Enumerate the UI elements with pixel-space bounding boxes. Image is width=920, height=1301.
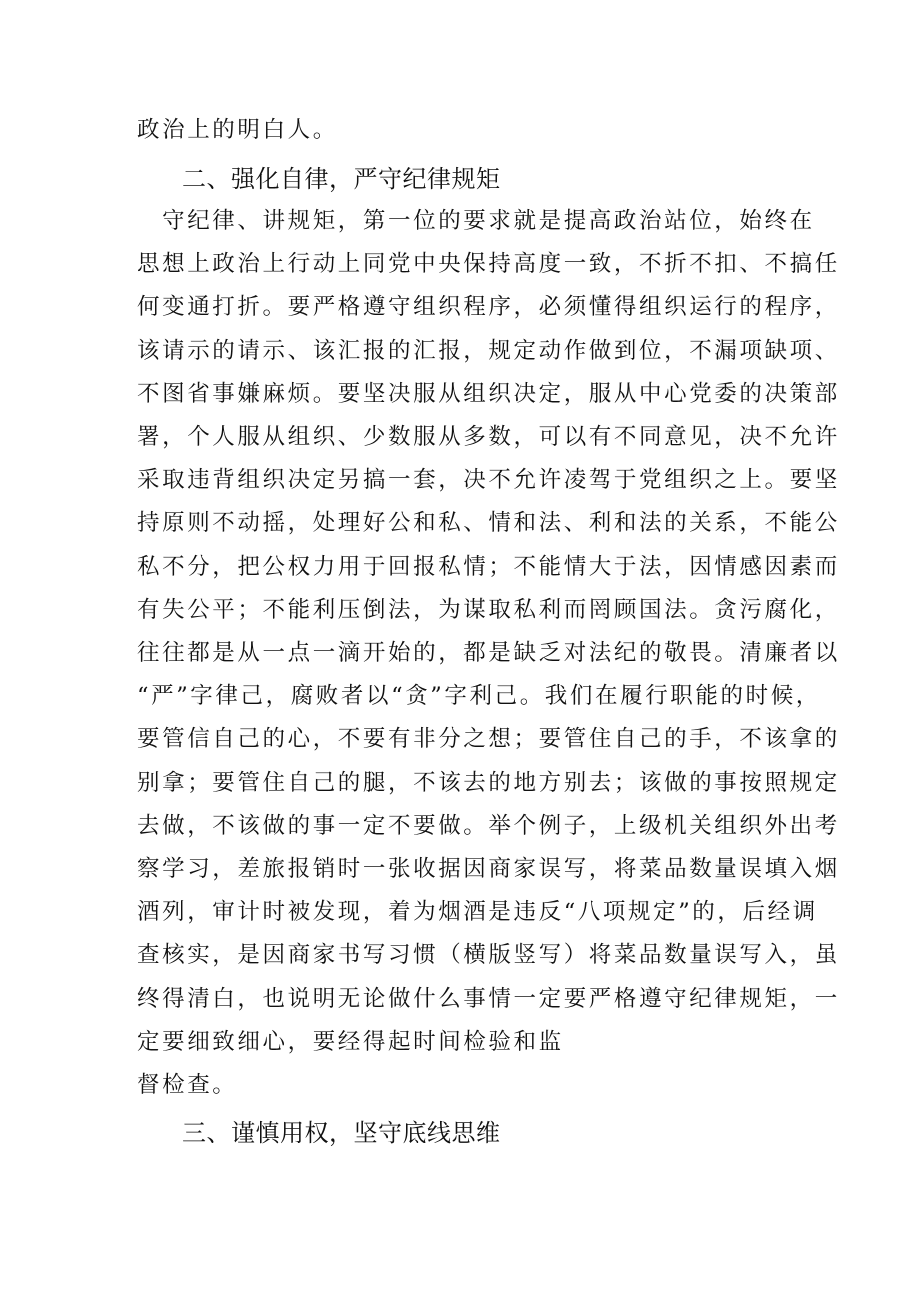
paragraph-line: 查核实，是因商家书写习惯（横版竖写）将菜品数量误写入，虽 xyxy=(137,942,840,968)
paragraph-line: 何变通打折。要严格遵守组织程序，必须懂得组织运行的程序， xyxy=(137,294,840,320)
paragraph-line: 定要细致细心，要经得起时间检验和监 xyxy=(137,1029,564,1055)
paragraph-line: 别拿；要管住自己的腿，不该去的地方别去；该做的事按照规定 xyxy=(137,770,840,796)
paragraph-line: 要管信自己的心，不要有非分之想；要管住自己的手，不该拿的 xyxy=(137,726,840,752)
paragraph-line: 不图省事嫌麻烦。要坚决服从组织决定，服从中心党委的决策部 xyxy=(137,381,840,407)
paragraph-line: 署，个人服从组织、少数服从多数，可以有不同意见，决不允许 xyxy=(137,424,840,450)
paragraph-line: 私不分，把公权力用于回报私情；不能情大于法，因情感因素而 xyxy=(137,554,840,580)
paragraph-line: 去做，不该做的事一定不要做。举个例子，上级机关组织外出考 xyxy=(137,813,840,839)
paragraph-line: “严”字律己，腐败者以“贪”字利己。我们在履行职能的时候， xyxy=(137,683,821,709)
section-heading-2: 二、强化自律，严守纪律规矩 xyxy=(182,165,501,193)
paragraph-line: 酒列，审计时被发现，着为烟酒是违反“八项规定”的，后经调 xyxy=(137,899,818,925)
text-line: 政治上的明白人。 xyxy=(137,117,338,143)
section-heading-3: 三、谨慎用权，坚守底线思维 xyxy=(182,1119,501,1147)
paragraph-line: 终得清白，也说明无论做什么事情一定要严格遵守纪律规矩，一 xyxy=(137,986,840,1012)
paragraph-line: 思想上政治上行动上同党中央保持高度一致，不折不扣、不搞任 xyxy=(137,251,840,277)
paragraph-line: 督检查。 xyxy=(137,1072,238,1098)
paragraph-line: 守纪律、讲规矩，第一位的要求就是提高政治站位，始终在 xyxy=(137,208,815,234)
paragraph-line: 往往都是从一点一滴开始的，都是缺乏对法纪的敬畏。清廉者以 xyxy=(137,640,840,666)
paragraph-line: 察学习，差旅报销时一张收据因商家误写，将菜品数量误填入烟 xyxy=(137,856,840,882)
paragraph-line: 持原则不动摇，处理好公和私、情和法、利和法的关系，不能公 xyxy=(137,510,840,536)
paragraph-line: 该请示的请示、该汇报的汇报，规定动作做到位，不漏项缺项、 xyxy=(137,338,840,364)
paragraph-line: 有失公平；不能利压倒法，为谋取私利而罔顾国法。贪污腐化， xyxy=(137,597,840,623)
paragraph-line: 采取违背组织决定另搞一套，决不允许凌驾于党组织之上。要坚 xyxy=(137,467,840,493)
